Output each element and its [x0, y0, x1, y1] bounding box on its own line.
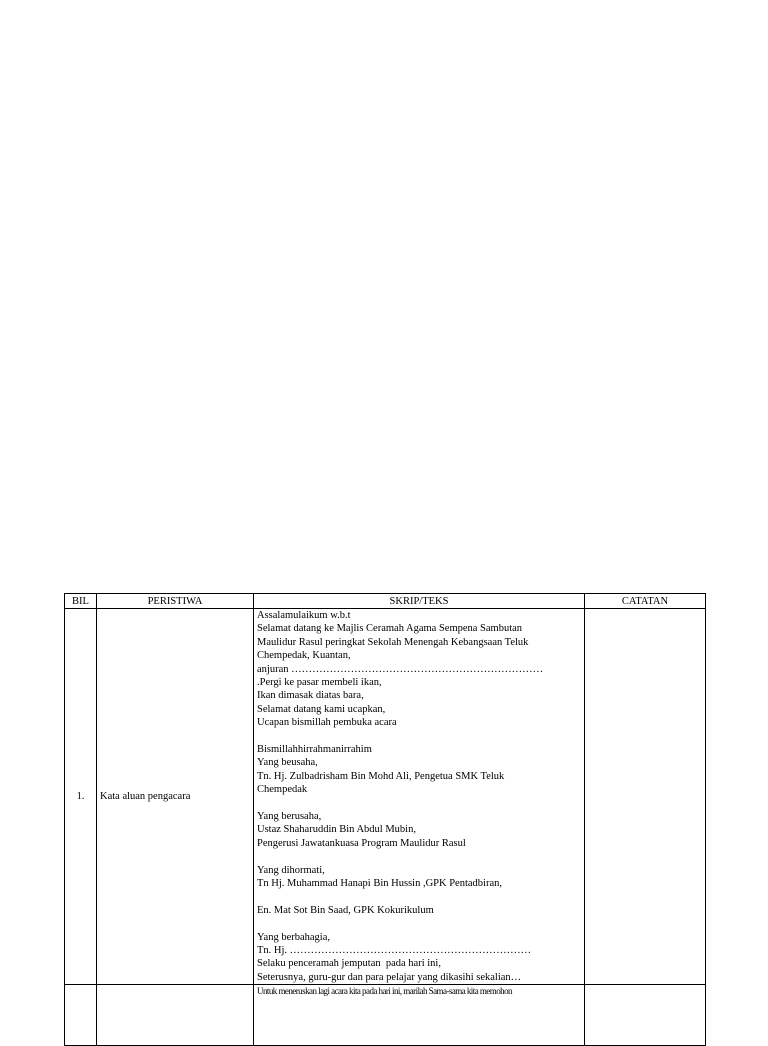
bil-cell: 1. [65, 609, 97, 985]
skrip-line [257, 850, 581, 863]
skrip-line: Maulidur Rasul peringkat Sekolah Menengah Kebangsaan Teluk [257, 636, 529, 648]
skrip-teks-cell: Untuk meneruskan lagi acara kita pada hari ini, marilah Sama-sama kita memohon [254, 985, 585, 1046]
skrip-line: Yang berusaha, [257, 811, 322, 823]
header-skrip-teks: SKRIP/TEKS [254, 594, 585, 609]
skrip-line: Selaku penceramah jemputan pada hari ini, [257, 958, 441, 970]
skrip-line: Pengerusi Jawatankuasa Program Maulidur Rasul [257, 837, 466, 849]
skrip-line [257, 917, 581, 930]
skrip-line [257, 797, 581, 810]
skrip-line: Seterusnya, guru-gur dan para pelajar yang dikasihi sekalian… [257, 971, 522, 983]
skrip-line: Ucapan bismillah pembuka acara [257, 717, 397, 729]
skrip-line: .Pergi ke pasar membeli ikan, [257, 677, 382, 689]
skrip-line: Ikan dimasak diatas bara, [257, 690, 364, 702]
header-peristiwa: PERISTIWA [97, 594, 254, 609]
skrip-line: Selamat datang ke Majlis Ceramah Agama Sempena Sambutan [257, 623, 523, 635]
program-script-table [64, 593, 706, 1046]
skrip-line: Yang beusaha, [257, 757, 318, 769]
skrip-line: Tn Hj. Muhammad Hanapi Bin Hussin ,GPK Pentadbiran, [257, 878, 502, 890]
table-header-row [65, 594, 706, 609]
skrip-line: Bismillahhirrahmanirrahim [257, 744, 372, 756]
peristiwa-cell: Kata aluan pengacara [97, 609, 254, 985]
skrip-line: Tn. Hj. …………………………………………………………… [257, 945, 532, 957]
skrip-line: anjuran ……………………………………………………………… [257, 663, 544, 675]
header-bil: BIL [65, 594, 97, 609]
catatan-cell [585, 609, 706, 985]
skrip-line [257, 730, 581, 743]
catatan-cell [585, 985, 706, 1046]
skrip-line: En. Mat Sot Bin Saad, GPK Kokurikulum [257, 904, 434, 916]
skrip-line: Chempedak [257, 784, 308, 796]
skrip-line: Ustaz Shaharuddin Bin Abdul Mubin, [257, 824, 416, 836]
skrip-line [257, 890, 581, 903]
skrip-line: Tn. Hj. Zulbadrisham Bin Mohd Ali, Pengetua SMK Teluk [257, 770, 505, 782]
peristiwa-cell [97, 985, 254, 1046]
skrip-line: Chempedak, Kuantan, [257, 650, 351, 662]
skrip-line: Selamat datang kami ucapkan, [257, 703, 386, 715]
bil-cell [65, 985, 97, 1046]
table-row [65, 609, 706, 985]
skrip-line: Assalamulaikum w.b.t [257, 610, 351, 621]
header-catatan: CATATAN [585, 594, 706, 609]
skrip-line: Yang berbahagia, [257, 931, 330, 943]
skrip-line: Yang dihormati, [257, 864, 325, 876]
table-row [65, 985, 706, 1046]
skrip-teks-cell [254, 609, 585, 985]
